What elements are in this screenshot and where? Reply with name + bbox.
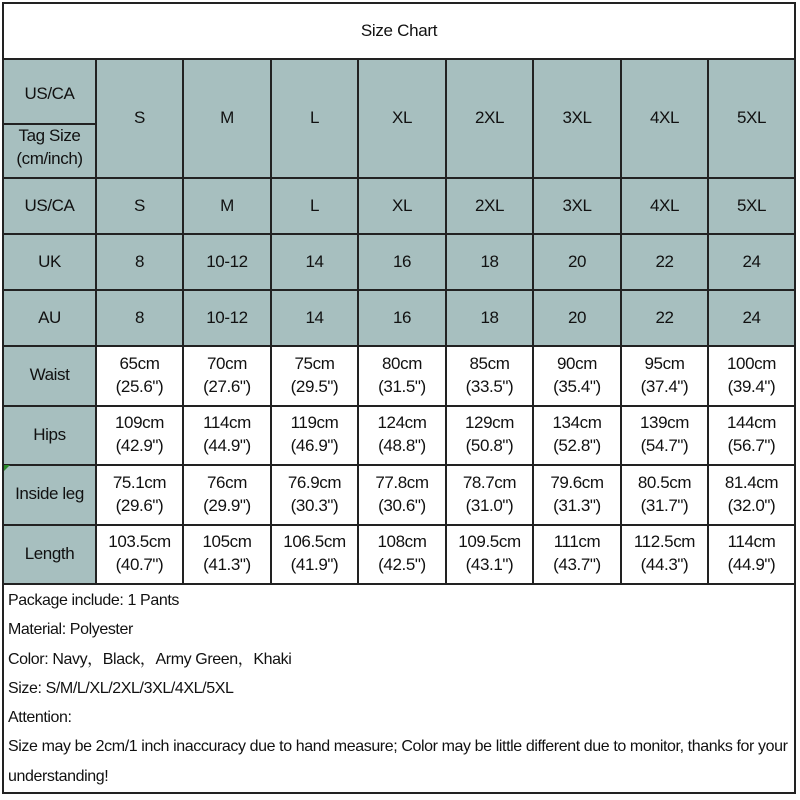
measurement-cm: 100cm <box>726 353 777 373</box>
header-us-ca-label: US/CA <box>4 67 95 125</box>
measurement-value-cell <box>183 406 271 466</box>
conversion-value-cell: 10-12 <box>183 290 271 346</box>
measurement-cm: 112.5cm <box>633 532 696 552</box>
measurement-inch: (46.9") <box>290 436 339 456</box>
measurement-value-cell <box>358 406 446 466</box>
conversion-value-cell: 24 <box>708 234 794 290</box>
conversion-value-cell: 14 <box>271 290 358 346</box>
note-line: Material: Polyester <box>8 621 133 639</box>
measurement-value-cell <box>533 346 621 406</box>
measurement-row <box>4 346 794 406</box>
measurement-inch: (44.9") <box>727 555 776 575</box>
measurement-cm: 134cm <box>552 413 602 433</box>
measurement-inch: (54.7") <box>640 436 689 456</box>
measurement-cm: 85cm <box>469 353 510 373</box>
measurement-cm: 80cm <box>382 353 422 373</box>
measurement-cm: 139cm <box>639 413 690 433</box>
conversion-label-cell: US/CA <box>4 178 96 234</box>
size-chart-frame <box>2 2 796 794</box>
measurement-cm: 65cm <box>119 353 160 373</box>
measurement-value-cell <box>96 465 183 525</box>
measurement-inch: (39.4") <box>727 376 776 396</box>
measurement-value-cell <box>708 525 794 585</box>
conversion-value-cell: 8 <box>96 290 183 346</box>
measurement-inch: (37.4") <box>640 376 689 396</box>
conversion-value-cell: 18 <box>446 234 533 290</box>
measurement-label-cell: Length <box>4 525 96 585</box>
measurement-cm: 75.1cm <box>112 472 167 492</box>
measurement-inch: (44.3") <box>640 555 689 575</box>
conversion-value-cell: S <box>96 178 183 234</box>
conversion-value-cell: 22 <box>621 234 708 290</box>
header-label-cell <box>4 60 96 178</box>
measurement-value-cell <box>446 525 533 585</box>
conversion-value-cell: 20 <box>533 290 621 346</box>
size-table <box>4 60 794 585</box>
measurement-cm: 106.5cm <box>283 532 346 552</box>
measurement-value-cell <box>708 406 794 466</box>
measurement-value-cell <box>96 525 183 585</box>
measurement-value-cell <box>271 465 358 525</box>
measurement-cm: 114cm <box>203 413 251 433</box>
measurement-inch: (41.9") <box>290 555 339 575</box>
measurement-inch: (31.3") <box>553 495 601 515</box>
measurement-inch: (29.9") <box>203 495 251 515</box>
measurement-inch: (25.6") <box>115 376 164 396</box>
measurement-cm: 80.5cm <box>637 472 692 492</box>
conversion-value-cell: XL <box>358 178 446 234</box>
measurement-value-cell <box>533 406 621 466</box>
measurement-cm: 95cm <box>644 353 685 373</box>
measurement-cm: 124cm <box>377 413 427 433</box>
conversion-value-cell: 18 <box>446 290 533 346</box>
measurement-inch: (32.0") <box>727 495 776 515</box>
header-row <box>4 60 794 178</box>
measurement-inch: (30.6") <box>378 495 426 515</box>
measurement-value-cell <box>621 406 708 466</box>
conversion-value-cell: 10-12 <box>183 234 271 290</box>
measurement-cm: 77.8cm <box>375 472 429 492</box>
measurement-cm: 76.9cm <box>287 472 342 492</box>
measurement-cm: 114cm <box>727 532 776 552</box>
measurement-cm: 108cm <box>377 532 427 552</box>
conversion-row <box>4 290 794 346</box>
measurement-row <box>4 406 794 466</box>
header-size-cell: S <box>96 60 183 178</box>
measurement-inch: (52.8") <box>553 436 601 456</box>
conversion-value-cell: 16 <box>358 290 446 346</box>
measurement-cm: 103.5cm <box>108 532 171 552</box>
measurement-inch: (42.9") <box>115 436 164 456</box>
measurement-cm: 109cm <box>114 413 165 433</box>
notes-section <box>4 582 794 791</box>
measurement-value-cell <box>708 346 794 406</box>
header-size-cell: 4XL <box>621 60 708 178</box>
measurement-cm: 105cm <box>202 532 252 552</box>
measurement-value-cell <box>271 525 358 585</box>
measurement-inch: (42.5") <box>378 555 426 575</box>
measurement-cm: 109.5cm <box>458 532 521 552</box>
measurement-label-cell: Hips <box>4 406 96 466</box>
measurement-cm: 144cm <box>726 413 777 433</box>
chart-title: Size Chart <box>4 4 794 60</box>
measurement-inch: (27.6") <box>203 376 251 396</box>
measurement-inch: (44.9") <box>203 436 251 456</box>
measurement-row <box>4 525 794 585</box>
conversion-label-cell: UK <box>4 234 96 290</box>
measurement-inch: (41.3") <box>203 555 251 575</box>
measurement-value-cell <box>621 346 708 406</box>
measurement-cm: 90cm <box>557 353 597 373</box>
measurement-cm: 76cm <box>207 472 247 492</box>
measurement-value-cell <box>708 465 794 525</box>
conversion-value-cell: 3XL <box>533 178 621 234</box>
measurement-value-cell <box>183 465 271 525</box>
measurement-label-cell: Waist <box>4 346 96 406</box>
conversion-value-cell: 5XL <box>708 178 794 234</box>
measurement-label-cell: Inside leg <box>4 465 96 525</box>
conversion-value-cell: L <box>271 178 358 234</box>
header-size-cell: XL <box>358 60 446 178</box>
conversion-row <box>4 178 794 234</box>
measurement-inch: (31.0") <box>465 495 514 515</box>
conversion-value-cell: 4XL <box>621 178 708 234</box>
measurement-value-cell <box>183 525 271 585</box>
conversion-value-cell: 22 <box>621 290 708 346</box>
conversion-value-cell: 2XL <box>446 178 533 234</box>
measurement-cm: 129cm <box>464 413 515 433</box>
measurement-row <box>4 465 794 525</box>
conversion-value-cell: M <box>183 178 271 234</box>
header-size-cell: 2XL <box>446 60 533 178</box>
measurement-cm: 70cm <box>207 353 247 373</box>
size-table-body <box>4 60 794 584</box>
header-size-cell: L <box>271 60 358 178</box>
measurement-inch: (56.7") <box>727 436 776 456</box>
header-size-cell: M <box>183 60 271 178</box>
measurement-value-cell <box>621 525 708 585</box>
measurement-cm: 111cm <box>553 532 601 552</box>
measurement-inch: (31.5") <box>378 376 426 396</box>
conversion-value-cell: 8 <box>96 234 183 290</box>
measurement-value-cell <box>183 346 271 406</box>
measurement-inch: (48.8") <box>378 436 426 456</box>
measurement-value-cell <box>96 406 183 466</box>
measurement-value-cell <box>358 346 446 406</box>
cell-marker-icon <box>4 465 10 471</box>
conversion-row <box>4 234 794 290</box>
measurement-inch: (30.3") <box>290 495 339 515</box>
conversion-value-cell: 20 <box>533 234 621 290</box>
measurement-value-cell <box>446 465 533 525</box>
measurement-value-cell <box>358 465 446 525</box>
measurement-inch: (50.8") <box>465 436 514 456</box>
note-line: understanding! <box>8 767 109 785</box>
note-line: Attention: <box>8 709 72 727</box>
measurement-value-cell <box>271 346 358 406</box>
measurement-inch: (40.7") <box>115 555 164 575</box>
conversion-value-cell: 14 <box>271 234 358 290</box>
conversion-label-cell: AU <box>4 290 96 346</box>
measurement-value-cell <box>621 465 708 525</box>
measurement-inch: (31.7") <box>640 495 689 515</box>
measurement-value-cell <box>446 406 533 466</box>
measurement-inch: (33.5") <box>465 376 514 396</box>
measurement-value-cell <box>96 346 183 406</box>
measurement-value-cell <box>533 465 621 525</box>
conversion-value-cell: 24 <box>708 290 794 346</box>
measurement-value-cell <box>271 406 358 466</box>
measurement-value-cell <box>446 346 533 406</box>
note-line: Size may be 2cm/1 inch inaccuracy due to hand measure; Color may be little different due to monitor, thanks for your <box>8 738 788 756</box>
note-line: Color: Navy，Black，Army Green，Khaki <box>8 650 292 668</box>
header-tag-size-label: Tag Size (cm/inch) <box>16 125 83 168</box>
measurement-inch: (29.5") <box>290 376 339 396</box>
measurement-cm: 81.4cm <box>724 472 779 492</box>
measurement-value-cell <box>358 525 446 585</box>
header-size-cell: 3XL <box>533 60 621 178</box>
measurement-inch: (43.7") <box>553 555 601 575</box>
note-line: Size: S/M/L/XL/2XL/3XL/4XL/5XL <box>8 679 234 697</box>
measurement-cm: 75cm <box>294 353 335 373</box>
note-line: Package include: 1 Pants <box>8 592 179 609</box>
header-size-cell: 5XL <box>708 60 794 178</box>
measurement-cm: 78.7cm <box>462 472 517 492</box>
measurement-inch: (35.4") <box>553 376 601 396</box>
measurement-value-cell <box>533 525 621 585</box>
measurement-inch: (43.1") <box>465 555 514 575</box>
conversion-value-cell: 16 <box>358 234 446 290</box>
measurement-cm: 79.6cm <box>550 472 604 492</box>
measurement-cm: 119cm <box>290 413 339 433</box>
measurement-inch: (29.6") <box>115 495 164 515</box>
